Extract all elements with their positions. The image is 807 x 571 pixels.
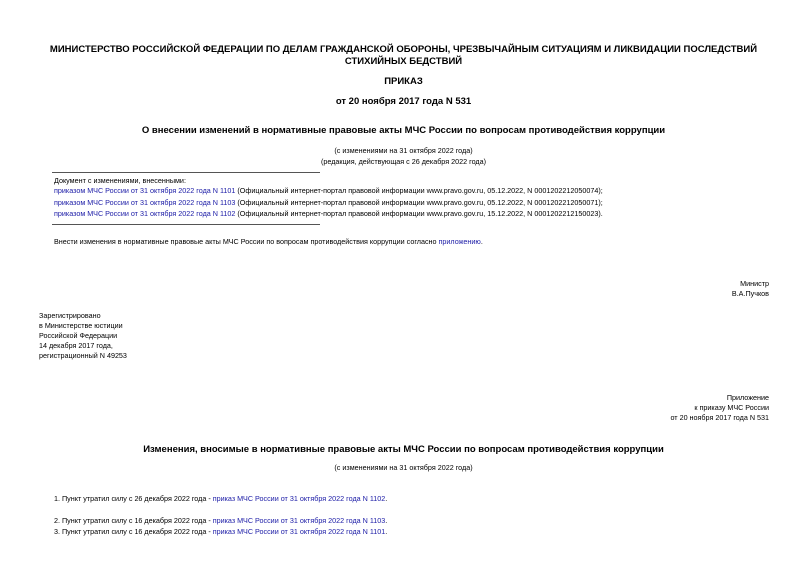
doc-date-number: от 20 ноября 2017 года N 531 [335, 96, 472, 107]
appendix-item [54, 494, 387, 504]
ministry-heading: МИНИСТЕРСТВО РОССИЙСКОЙ ФЕДЕРАЦИИ ПО ДЕЛАМ ГРАЖДАНСКОЙ ОБОРОНЫ, ЧРЕЗВЫЧАЙНЫМ СИТУАЦИЯМ И ЛИКВИДАЦИИ ПОСЛЕДСТВИЙ СТИХИЙНЫХ БЕДСТВИЙ [49, 44, 758, 67]
appendix-item-end: . [385, 527, 388, 536]
signature-position: Министр [740, 279, 769, 288]
appendix-item-text: 2. Пункт утратил силу с 16 декабря 2022 года - [54, 516, 213, 525]
appendix-item-end: . [385, 516, 388, 525]
appendix-title: Изменения, вносимые в нормативные правовые акты МЧС России по вопросам противодействия коррупции [143, 444, 664, 455]
change-item-source: (Официальный интернет-портал правовой информации www.pravo.gov.ru, 05.12.2022, N 0001202212050071); [235, 198, 603, 207]
appendix-order-ref: к приказу МЧС России [694, 403, 769, 412]
appendix-changes-note: (с изменениями на 31 октября 2022 года) [334, 463, 473, 472]
signature-name: В.А.Пучков [731, 289, 769, 298]
body-paragraph [54, 237, 483, 247]
registration-line: Зарегистрировано [39, 311, 101, 320]
appendix-item [54, 516, 387, 526]
appendix-item [54, 527, 387, 537]
appendix-label: Приложение [726, 393, 769, 402]
changes-top-divider [52, 172, 320, 173]
appendix-item-link-1102[interactable]: приказ МЧС России от 31 октября 2022 года N 1102 [212, 494, 386, 503]
doc-title: О внесении изменений в нормативные правовые акты МЧС России по вопросам противодействия коррупции [141, 125, 666, 136]
appendix-item-text: 1. Пункт утратил силу с 26 декабря 2022 года - [54, 494, 213, 503]
appendix-item-end: . [385, 494, 388, 503]
registration-line: 14 декабря 2017 года, [39, 341, 113, 350]
changes-bottom-divider [52, 224, 320, 225]
edition-note: (редакция, действующая с 26 декабря 2022 года) [321, 157, 486, 166]
appendix-order-date: от 20 ноября 2017 года N 531 [670, 413, 769, 422]
change-item-source: (Официальный интернет-портал правовой информации www.pravo.gov.ru, 15.12.2022, N 0001202212150023). [235, 209, 603, 218]
appendix-link[interactable]: приложению [438, 237, 481, 246]
changes-intro: Документ с изменениями, внесенными: [54, 176, 186, 185]
changes-item [54, 198, 603, 208]
changes-item [54, 186, 603, 196]
change-item-source: (Официальный интернет-портал правовой информации www.pravo.gov.ru, 05.12.2022, N 0001202212050074); [235, 186, 603, 195]
body-end: . [480, 237, 483, 246]
registration-line: регистрационный N 49253 [39, 351, 127, 360]
body-text: Внести изменения в нормативные правовые акты МЧС России по вопросам противодействия коррупции согласно [54, 237, 439, 246]
change-order-link-1101[interactable]: приказом МЧС России от 31 октября 2022 года N 1101 [54, 186, 236, 195]
change-order-link-1103[interactable]: приказом МЧС России от 31 октября 2022 года N 1103 [54, 198, 236, 207]
registration-line: Российской Федерации [39, 331, 118, 340]
changes-item [54, 209, 603, 219]
appendix-item-text: 3. Пункт утратил силу с 16 декабря 2022 года - [54, 527, 213, 536]
appendix-item-link-1101[interactable]: приказ МЧС России от 31 октября 2022 года N 1101 [212, 527, 386, 536]
registration-line: в Министерстве юстиции [39, 321, 123, 330]
change-order-link-1102[interactable]: приказом МЧС России от 31 октября 2022 года N 1102 [54, 209, 236, 218]
changes-note: (с изменениями на 31 октября 2022 года) [334, 146, 473, 155]
appendix-item-link-1103[interactable]: приказ МЧС России от 31 октября 2022 года N 1103 [212, 516, 386, 525]
doc-type-heading: ПРИКАЗ [384, 76, 423, 87]
